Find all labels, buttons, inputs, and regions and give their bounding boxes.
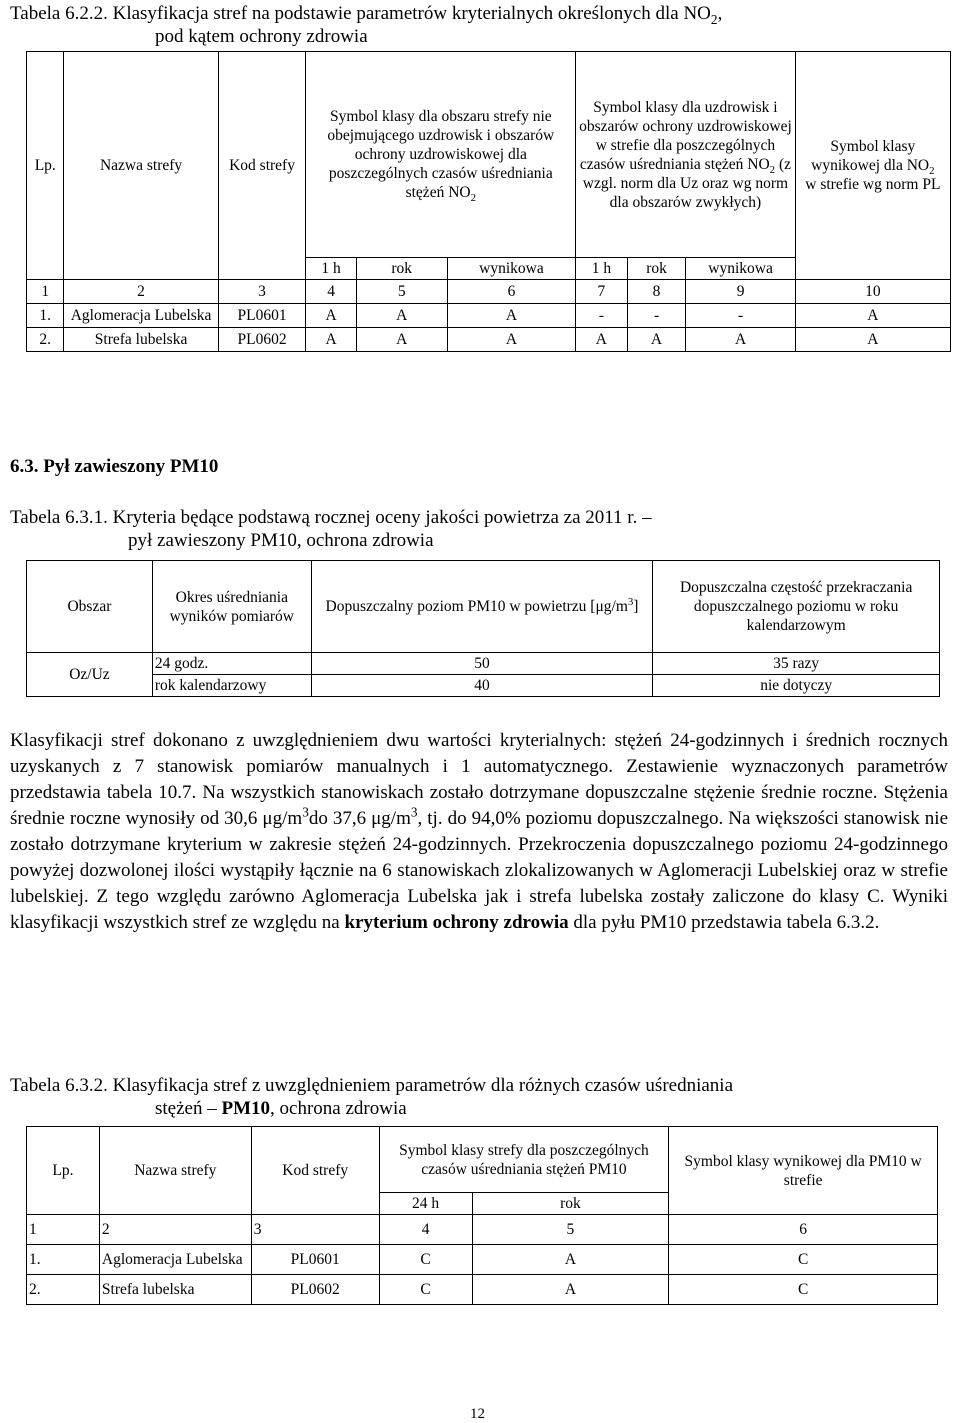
table-cell: A — [472, 1245, 669, 1275]
table-cell: PL0601 — [218, 304, 306, 328]
column-number: 10 — [795, 280, 950, 304]
header-lp: Lp. — [27, 1127, 100, 1215]
table-cell: C — [669, 1245, 938, 1275]
table-row — [27, 675, 940, 697]
subheader-cell: 24 h — [379, 1193, 472, 1215]
header-text: Symbol klasy wynikowej dla NO — [811, 138, 930, 174]
table-cell: rok kalendarzowy — [152, 675, 311, 697]
table-cell: PL0601 — [251, 1245, 379, 1275]
column-number: 4 — [306, 280, 356, 304]
caption-bold: PM10 — [221, 1098, 271, 1119]
table-cell: 24 godz. — [152, 653, 311, 675]
table-cell: A — [795, 304, 950, 328]
caption-line — [10, 1097, 950, 1120]
column-number: 3 — [218, 280, 306, 304]
subscript: 2 — [470, 192, 477, 205]
header-zone-code: Kod strefy — [218, 52, 306, 280]
header-text: Dopuszczalny poziom PM10 w powietrzu [μg/m — [325, 598, 628, 615]
paragraph-text: do 37,6 μg/m — [308, 808, 411, 829]
table-caption-6-3-2 — [10, 1074, 950, 1120]
table-cell: C — [379, 1245, 472, 1275]
table-cell: A — [795, 328, 950, 352]
table-cell: 1. — [27, 1245, 100, 1275]
caption-line: Tabela 6.3.1. Kryteria będące podstawą rocznej oceny jakości powietrza za 2011 r. – — [10, 507, 652, 528]
subheader-cell: rok — [472, 1193, 669, 1215]
column-number: 6 — [447, 280, 575, 304]
column-number: 2 — [64, 280, 218, 304]
table-cell: A — [447, 304, 575, 328]
header-period: Okres uśredniania wyników pomiarów — [152, 561, 311, 653]
header-class-zone — [306, 52, 576, 258]
header-text: Symbol klasy dla obszaru strefy nie obejmującego uzdrowisk i obszarów ochrony uzdrowiskowej dla poszczególnych czasów uśredniania stężeń NO — [327, 108, 555, 201]
column-number: 5 — [472, 1215, 669, 1245]
section-heading: 6.3. Pył zawieszony PM10 — [10, 456, 219, 477]
caption-line: pył zawieszony PM10, ochrona zdrowia — [128, 530, 434, 551]
table-cell: A — [576, 328, 627, 352]
table-cell: - — [627, 304, 686, 328]
table-cell: A — [306, 328, 356, 352]
bold-text: kryterium ochrony zdrowia — [344, 912, 569, 933]
superscript: 3 — [410, 804, 418, 820]
caption-line: Tabela 6.2.2. Klasyfikacja stref na podstawie parametrów kryterialnych określonych dla NO — [10, 3, 711, 24]
classification-table-no2 — [26, 51, 951, 352]
header-class-result: Symbol klasy wynikowej dla PM10 w strefie — [669, 1127, 938, 1215]
subscript: 2 — [769, 163, 776, 176]
subheader-cell: 1 h — [576, 258, 627, 280]
body-paragraph — [10, 728, 948, 936]
header-level — [311, 561, 653, 653]
header-frequency: Dopuszczalna częstość przekraczania dopuszczalnego poziomu w roku kalendarzowym — [653, 561, 940, 653]
paragraph-text: , tj. do 94,0% poziomu dopuszczalnego. Na większości stanowisk nie zostało dotrzymane kryterium w zakresie stężeń 24-godzinnych. Przekroczenia dopuszczalnego poziomu 24-godzinnego powyżej dozwolonej ilości wystąpiły łącznie na 6 stanowiskach zlokalizowanych w Aglomeracji Lubelskiej oraz w strefie lubelskiej. Z tego względu zarówno Aglomeracja Lubelska jak i strefa lubelska zostały zaliczone do klasy C. Wyniki klasyfikacji wszystkich stref ze względu na — [10, 808, 948, 933]
column-number: 3 — [251, 1215, 379, 1245]
table-cell: A — [472, 1275, 669, 1305]
table-row — [27, 304, 951, 328]
header-class-result — [795, 52, 950, 280]
table-cell: A — [627, 328, 686, 352]
column-number: 7 — [576, 280, 627, 304]
column-number: 4 — [379, 1215, 472, 1245]
table-cell: A — [447, 328, 575, 352]
table-cell: 2. — [27, 328, 64, 352]
table-cell: C — [669, 1275, 938, 1305]
criteria-table-pm10 — [26, 560, 940, 697]
table-cell: nie dotyczy — [653, 675, 940, 697]
table-cell: Aglomeracja Lubelska — [64, 304, 218, 328]
subscript: 2 — [710, 11, 718, 27]
header-text: (z wzgl. norm dla Uz oraz wg norm dla obszarów zwykłych) — [582, 155, 792, 211]
page-number: 12 — [470, 1406, 485, 1422]
table-row — [27, 1245, 938, 1275]
classification-table-pm10 — [26, 1126, 938, 1305]
subheader-cell: 1 h — [306, 258, 356, 280]
header-text: w strefie wg norm PL — [805, 176, 941, 193]
column-number-row — [27, 1215, 938, 1245]
table-cell: A — [356, 328, 447, 352]
header-zone-name: Nazwa strefy — [64, 52, 218, 280]
caption-text: stężeń – — [155, 1098, 222, 1119]
caption-line: Tabela 6.3.2. Klasyfikacja stref z uwzględnieniem parametrów dla różnych czasów uśredniania — [10, 1075, 734, 1096]
table-caption-6-2-2 — [10, 2, 950, 48]
table-row — [27, 328, 951, 352]
header-class-spa — [576, 52, 795, 258]
column-number: 8 — [627, 280, 686, 304]
table-cell: A — [686, 328, 795, 352]
column-number: 1 — [27, 280, 64, 304]
subheader-cell: rok — [356, 258, 447, 280]
column-number: 5 — [356, 280, 447, 304]
paragraph-text: Klasyfikacji stref dokonano z uwzględnieniem dwu wartości kryterialnych: stężeń 24-godzinnych i średnich rocznych uzyskanych z 7 stanowisk pomiarów manualnych i 1 automatycznego. Zestawienie wyznaczonych parametrów przedstawia tabela 10.7. Na wszystkich stanowiskach zostało dotrzymane dopuszczalne stężenie średnie roczne. Stężenia średnie roczne wynosiły od 30,6 μg/m — [10, 730, 948, 829]
subheader-cell: wynikowa — [447, 258, 575, 280]
superscript: 3 — [302, 804, 309, 820]
column-number-row — [27, 280, 951, 304]
header-zone-code: Kod strefy — [251, 1127, 379, 1215]
paragraph-text: dla pyłu PM10 przedstawia tabela 6.3.2. — [573, 912, 880, 933]
subheader-cell: wynikowa — [686, 258, 795, 280]
caption-line: pod kątem ochrony zdrowia — [155, 26, 368, 47]
table-cell: A — [306, 304, 356, 328]
header-area: Obszar — [27, 561, 153, 653]
subscript: 2 — [929, 165, 935, 178]
table-cell: C — [379, 1275, 472, 1305]
header-lp: Lp. — [27, 52, 64, 280]
table-cell: Strefa lubelska — [64, 328, 218, 352]
table-cell: PL0602 — [218, 328, 306, 352]
table-caption-6-3-1 — [10, 506, 950, 552]
table-cell: 40 — [311, 675, 653, 697]
column-number: 6 — [669, 1215, 938, 1245]
caption-punct: , — [717, 3, 723, 24]
area-cell: Oz/Uz — [27, 653, 153, 697]
table-cell: - — [686, 304, 795, 328]
table-row — [27, 1275, 938, 1305]
table-cell: Strefa lubelska — [99, 1275, 251, 1305]
table-cell: Aglomeracja Lubelska — [99, 1245, 251, 1275]
header-text: ] — [633, 598, 639, 615]
caption-text: , ochrona zdrowia — [270, 1098, 407, 1119]
header-class-periods: Symbol klasy strefy dla poszczególnych czasów uśredniania stężeń PM10 — [379, 1127, 669, 1193]
subheader-cell: rok — [627, 258, 686, 280]
table-cell: 2. — [27, 1275, 100, 1305]
table-cell: PL0602 — [251, 1275, 379, 1305]
table-cell: 35 razy — [653, 653, 940, 675]
column-number: 1 — [27, 1215, 100, 1245]
table-cell: A — [356, 304, 447, 328]
header-zone-name: Nazwa strefy — [99, 1127, 251, 1215]
column-number: 9 — [686, 280, 795, 304]
table-cell: 1. — [27, 304, 64, 328]
table-cell: 50 — [311, 653, 653, 675]
superscript: 3 — [627, 595, 634, 608]
table-cell: - — [576, 304, 627, 328]
header-text: Symbol klasy dla uzdrowisk i obszarów ochrony uzdrowiskowej w strefie dla poszczególnych czasów uśredniania stężeń NO — [579, 98, 792, 173]
table-row — [27, 653, 940, 675]
column-number: 2 — [99, 1215, 251, 1245]
